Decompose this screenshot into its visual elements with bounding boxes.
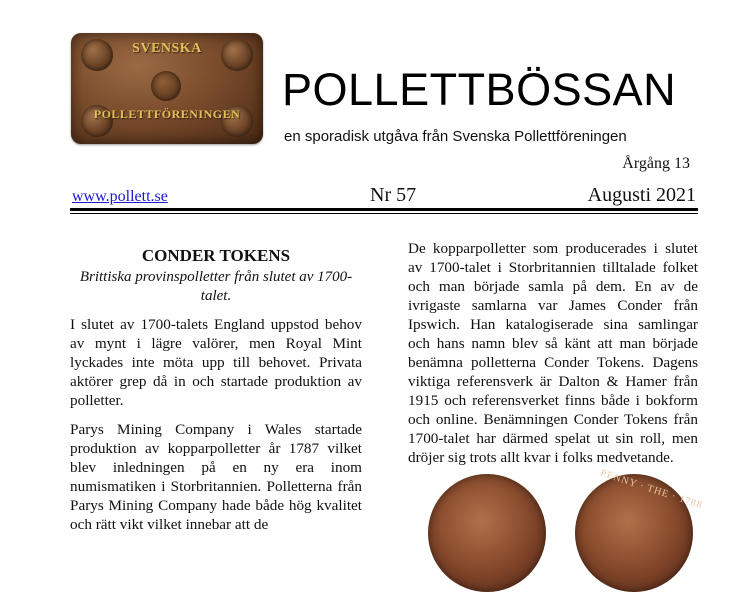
article-right-column [408, 239, 698, 477]
logo-text-top: SVENSKA [132, 41, 202, 56]
article-left-column [70, 246, 362, 544]
logo-coin-center [151, 71, 181, 101]
header-rule-thick [70, 208, 698, 211]
article-paragraph: I slutet av 1700-talets England uppstod behov av mynt i lägre valörer, men Royal Mint lyckades inte möta upp till behovet. Privata aktörer grep då in och startade produktion av polletter. [70, 316, 362, 409]
newsletter-title: POLLETTBÖSSAN [282, 64, 677, 115]
header-rule-thin [70, 213, 698, 214]
article-subtitle: Brittiska provinspolletter från slutet av 1700-talet. [79, 269, 353, 304]
article-paragraph: De kopparpolletter som producerades i slutet av 1700-talet i Storbritannien tilltalade folket och man började samla på dem. En av de ivrigaste samlarna var James Conder från Ipswich. Han katalogiserade sina samlingar och hans namn blev så känt att man började benämna polletterna Conder Tokens. Dagens viktiga referensverk är Dalton & Hamer från 1915 och referensverket finns både i bokform och online. Benämningen Conder Tokens från 1700-talet har därmed spelat ut sin roll, men dröjer sig trots allt kvar i folks medvetande. [408, 240, 698, 466]
issue-date: Augusti 2021 [587, 184, 696, 206]
article-paragraph: Parys Mining Company i Wales startade produktion av kopparpolletter år 1787 vilket blev inledningen på en ny era inom numismatiken i Storbritannien. Polletterna från Parys Mining Company hade både hög kvalitet och rätt vikt vilket innebar att de [70, 421, 362, 533]
society-logo [71, 33, 263, 144]
logo-text-bottom: POLLETTFÖRENINGEN [93, 107, 241, 121]
coin-legend-text: PENNY · THE · 1788 [598, 467, 704, 512]
coin-image-obverse [428, 474, 546, 592]
issue-number: Nr 57 [370, 184, 417, 206]
newsletter-subtitle: en sporadisk utgåva från Svenska Pollettföreningen [284, 128, 627, 145]
website-link[interactable]: www.pollett.se [72, 188, 168, 205]
article-title: CONDER TOKENS [141, 246, 291, 265]
volume-label: Årgång 13 [622, 155, 690, 172]
